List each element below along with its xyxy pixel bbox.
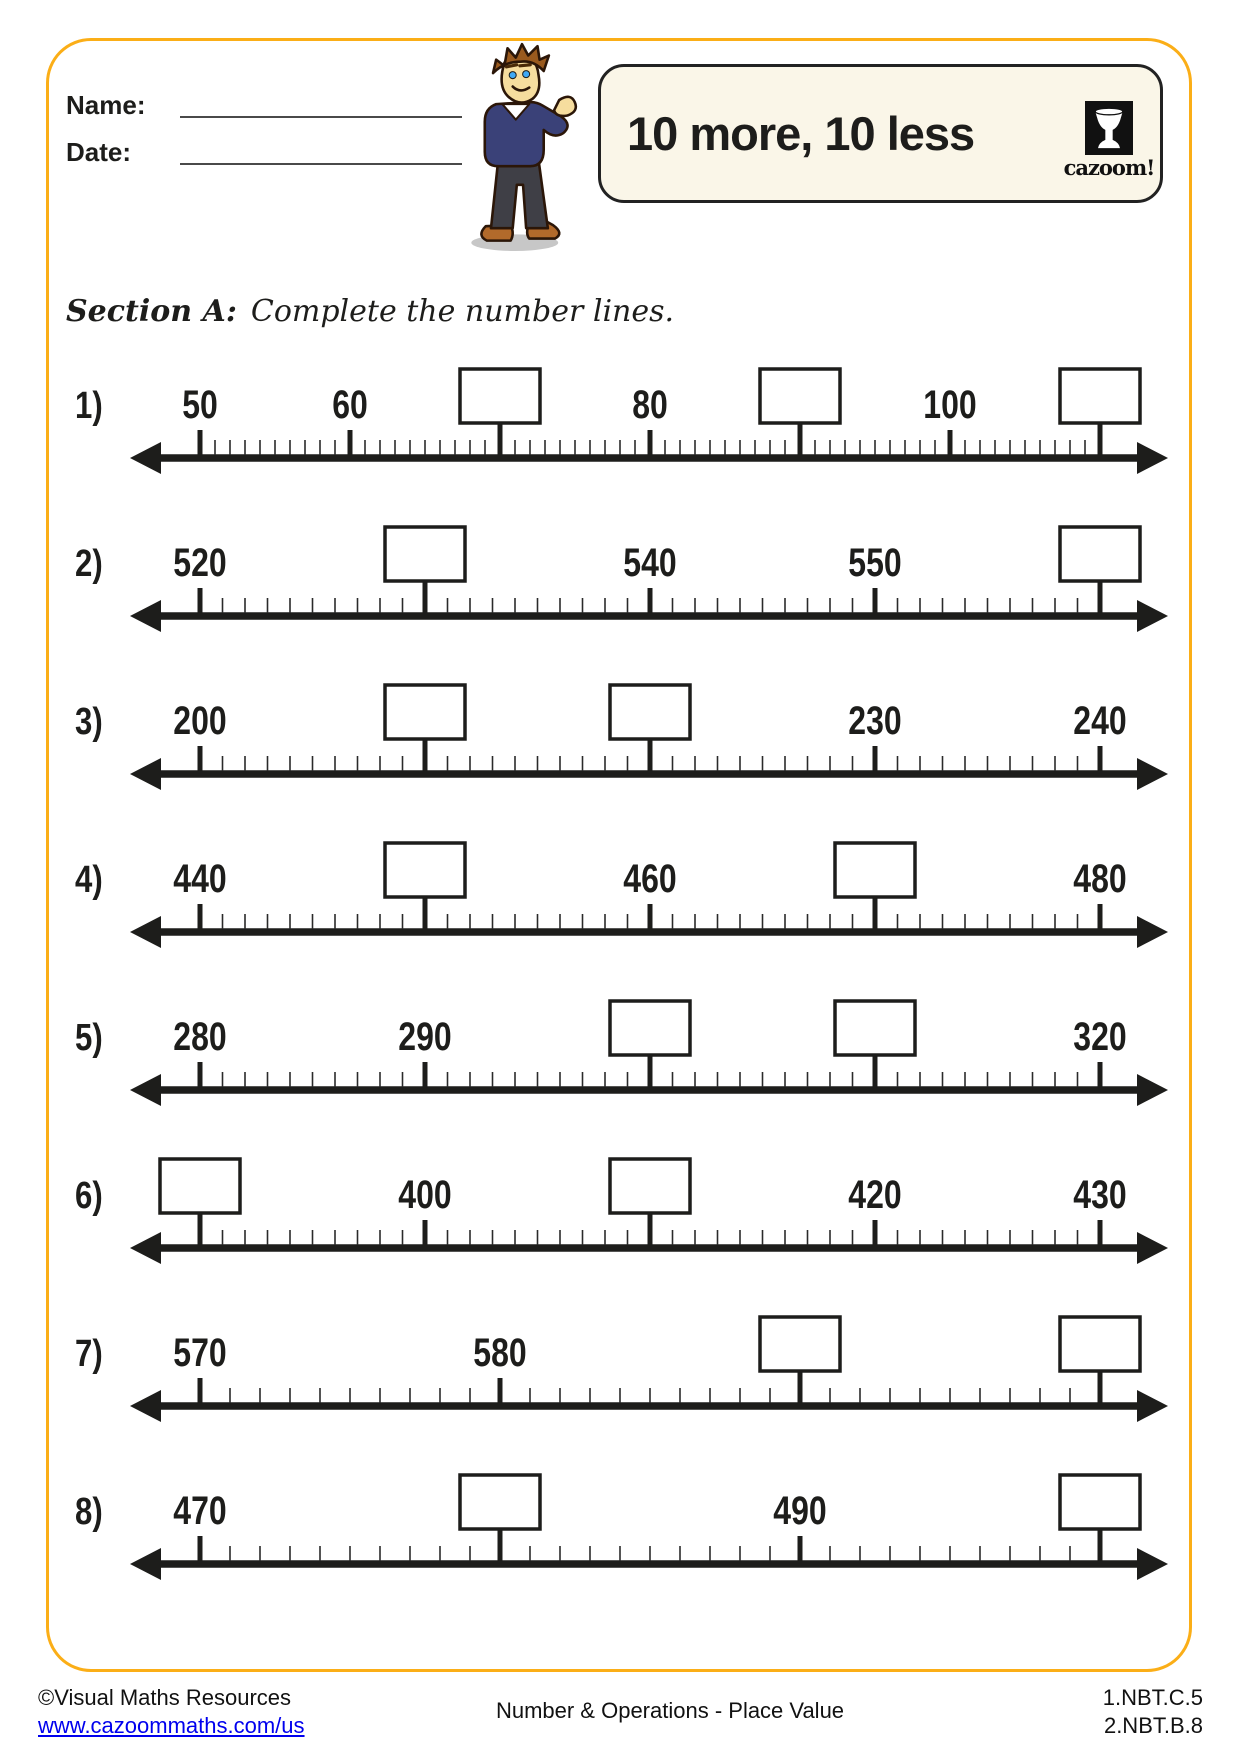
left-arrowhead-icon (130, 1232, 161, 1264)
answer-box[interactable] (610, 1001, 690, 1055)
cazoom-logo-text: cazoom! (1063, 155, 1155, 180)
date-label: Date: (66, 137, 132, 167)
tick-label: 240 (1073, 697, 1127, 743)
answer-box[interactable] (460, 369, 540, 423)
tick-label: 230 (848, 697, 902, 743)
tick-label: 430 (1073, 1171, 1127, 1217)
answer-box[interactable] (610, 1159, 690, 1213)
right-arrowhead-icon (1137, 600, 1168, 632)
answer-box[interactable] (385, 685, 465, 739)
tick-label: 440 (173, 855, 227, 901)
answer-box[interactable] (1060, 369, 1140, 423)
number-line-6 (65, 1152, 1180, 1272)
answer-box[interactable] (385, 527, 465, 581)
answer-box[interactable] (1060, 1317, 1140, 1371)
number-line-4 (65, 836, 1180, 956)
footer-left-block (38, 1684, 305, 1740)
tick-label: 550 (848, 539, 902, 585)
standard-code-2: 2.NBT.B.8 (1103, 1713, 1203, 1738)
answer-box[interactable] (385, 843, 465, 897)
tick-label: 320 (1073, 1013, 1127, 1059)
number-line-8 (65, 1468, 1180, 1588)
left-arrowhead-icon (130, 758, 161, 790)
tick-label: 100 (923, 381, 977, 427)
tick-label: 290 (398, 1013, 452, 1059)
row-number: 1) (75, 385, 103, 427)
left-arrowhead-icon (130, 442, 161, 474)
name-label: Name: (66, 90, 146, 120)
row-number: 4) (75, 859, 103, 901)
tick-label: 400 (398, 1171, 452, 1217)
left-arrowhead-icon (130, 916, 161, 948)
tick-label: 490 (773, 1487, 827, 1533)
left-arrowhead-icon (130, 1548, 161, 1580)
row-number: 5) (75, 1017, 103, 1059)
right-arrowhead-icon (1137, 442, 1168, 474)
cazoom-url-link[interactable]: www.cazoommaths.com/us (38, 1713, 305, 1738)
number-line-2 (65, 520, 1180, 640)
number-line-7 (65, 1310, 1180, 1430)
tick-label: 540 (623, 539, 677, 585)
left-arrowhead-icon (130, 600, 161, 632)
right-arrowhead-icon (1137, 1232, 1168, 1264)
answer-box[interactable] (760, 1317, 840, 1371)
tick-label: 520 (173, 539, 227, 585)
row-number: 2) (75, 543, 103, 585)
row-number: 3) (75, 701, 103, 743)
tick-label: 420 (848, 1171, 902, 1217)
standard-code-1: 1.NBT.C.5 (1102, 1685, 1203, 1710)
footer-topic-text: Number & Operations - Place Value (495, 1698, 845, 1723)
answer-box[interactable] (835, 843, 915, 897)
number-line-1 (65, 362, 1180, 482)
right-arrowhead-icon (1137, 1390, 1168, 1422)
number-line-3 (65, 678, 1180, 798)
tick-label: 50 (182, 381, 218, 427)
page-footer (0, 1678, 1241, 1748)
row-number: 8) (75, 1491, 103, 1533)
answer-box[interactable] (1060, 1475, 1140, 1529)
section-instruction: Complete the number lines. (250, 294, 675, 329)
left-arrowhead-icon (130, 1390, 161, 1422)
footer-standards-block (1103, 1684, 1203, 1740)
tick-label: 200 (173, 697, 227, 743)
tick-label: 470 (173, 1487, 227, 1533)
worksheet-title: 10 more, 10 less (627, 107, 975, 160)
tick-label: 460 (623, 855, 677, 901)
copyright-text: ©Visual Maths Resources (38, 1685, 292, 1710)
tick-label: 580 (473, 1329, 527, 1375)
right-arrowhead-icon (1137, 758, 1168, 790)
answer-box[interactable] (760, 369, 840, 423)
tick-label: 60 (332, 381, 368, 427)
tick-label: 480 (1073, 855, 1127, 901)
right-arrowhead-icon (1137, 1074, 1168, 1106)
tick-label: 570 (173, 1329, 227, 1375)
answer-box[interactable] (610, 685, 690, 739)
number-line-5 (65, 994, 1180, 1114)
tick-label: 80 (632, 381, 668, 427)
tick-label: 280 (173, 1013, 227, 1059)
answer-box[interactable] (160, 1159, 240, 1213)
right-arrowhead-icon (1137, 916, 1168, 948)
right-arrowhead-icon (1137, 1548, 1168, 1580)
row-number: 7) (75, 1333, 103, 1375)
row-number: 6) (75, 1175, 103, 1217)
left-arrowhead-icon (130, 1074, 161, 1106)
answer-box[interactable] (460, 1475, 540, 1529)
answer-box[interactable] (1060, 527, 1140, 581)
section-label: Section A: (66, 294, 237, 329)
answer-box[interactable] (835, 1001, 915, 1055)
